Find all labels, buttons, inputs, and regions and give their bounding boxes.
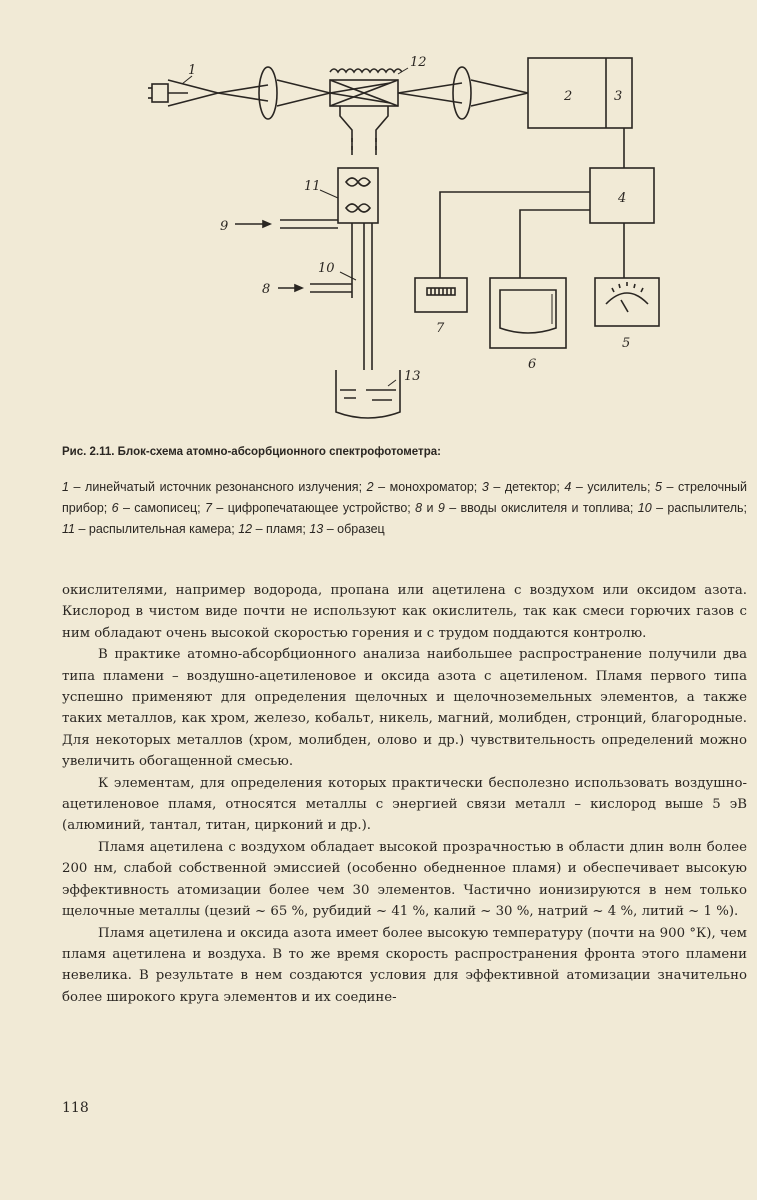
label-2: 2 [564, 89, 573, 104]
spray-chamber [338, 168, 378, 223]
label-9: 9 [220, 219, 229, 234]
lens-1 [259, 67, 277, 119]
block-diagram-figure [140, 50, 740, 430]
oxidant-arrowhead [263, 221, 270, 227]
nebulizer-tube [352, 223, 372, 370]
label-3: 3 [614, 89, 623, 104]
legend-num: 6 [111, 501, 119, 515]
beam-4 [471, 80, 528, 106]
sample-beaker [336, 370, 400, 418]
legend-num: 2 [366, 480, 374, 494]
legend-text: – линейчатый источник резонансного излучения; [68, 480, 367, 494]
lens-2 [453, 67, 471, 119]
figure-legend [62, 477, 747, 540]
fuel-inlet-pipe [310, 284, 352, 292]
legend-text: – самописец; [118, 501, 206, 515]
legend-num: 12 [238, 522, 253, 536]
legend-text: – распылитель; [651, 501, 747, 515]
pointer-meter [595, 278, 659, 326]
legend-text: – усилитель; [571, 480, 655, 494]
label-5: 5 [622, 336, 631, 351]
flame-burner [330, 69, 402, 155]
lamp-source [148, 80, 218, 106]
label-4: 4 [618, 191, 627, 206]
paragraph: окислителями, например водорода, пропана или ацетилена с воздухом или оксидом азота. Кислород в чистом виде почти не используют как окислитель, так как смеси горючих газов с ним обладают очень высокой скоростью горения и с трудом поддаются контролю. [62, 583, 747, 641]
legend-text: – детектор; [488, 480, 565, 494]
wire-to-printer [440, 192, 590, 278]
legend-text: – стрелочный прибор; [62, 480, 747, 515]
page-number: 118 [62, 1100, 89, 1116]
label-8: 8 [262, 282, 271, 297]
label-11: 11 [304, 179, 321, 194]
oxidant-inlet-pipe [280, 220, 338, 228]
paragraph: Пламя ацетилена с воздухом обладает высокой прозрачностью в области длин волн более 200 нм, слабой собственной эмиссией (особенно обедненное пламя) и обеспечивает высокую эффективность атомизации более чем 30 элементов. Частично ионизируются в нем только щелочные металлы (цезий ~ 65 %, рубидий ~ 41 %, калий ~ 30 %, натрий ~ 4 %, литий ~ 1 %). [62, 839, 747, 920]
label-1: 1 [188, 63, 197, 78]
legend-num: 9 [437, 501, 445, 515]
legend-num: 11 [62, 522, 75, 536]
legend-num: 5 [655, 480, 662, 494]
paragraph: Пламя ацетилена и оксида азота имеет более высокую температуру (почти на 900 °К), чем пламя ацетилена и воздуха. В то же время скорость распространения фронта этого пламени невелика. В результате в нем создаются условия для эффективной атомизации значительно более широкого круга элементов и их соедине- [62, 925, 747, 1005]
label-12: 12 [410, 55, 427, 70]
label-10: 10 [318, 261, 335, 276]
legend-num: 13 [309, 522, 324, 536]
label-6: 6 [528, 357, 537, 372]
wire-to-recorder [520, 210, 590, 278]
legend-num: 1 [62, 480, 69, 494]
body-text [62, 580, 747, 1008]
legend-text: – монохроматор; [373, 480, 482, 494]
legend-text: и [422, 501, 438, 515]
figure-caption-title: Рис. 2.11. Блок-схема атомно-абсорбционного спектрофотометра: [62, 446, 441, 458]
legend-num: 3 [481, 480, 489, 494]
legend-num: 4 [564, 480, 572, 494]
legend-text: – образец [323, 522, 385, 536]
label-7: 7 [436, 321, 445, 336]
spectrophotometer-diagram [140, 50, 740, 430]
beam-2 [277, 80, 390, 106]
label-13: 13 [404, 369, 421, 384]
legend-num: 7 [205, 501, 212, 515]
legend-num: 8 [415, 501, 423, 515]
legend-text: – цифропечатающее устройство; [211, 501, 416, 515]
legend-text: – вводы окислителя и топлива; [444, 501, 638, 515]
legend-text: – пламя; [252, 522, 310, 536]
fuel-arrowhead [295, 285, 302, 291]
legend-text: – распылительная камера; [74, 522, 239, 536]
chart-recorder [490, 278, 566, 348]
paragraph: В практике атомно-абсорбционного анализа наибольшее распространение получили два типа пламени – воздушно-ацетиленовое и оксида азота с ацетиленом. Пламя первого типа успешно применяют для определения щелочных и щелочноземельных элементов, а также таких металлов, как хром, железо, кобальт, никель, магний, молибден, стронций, благородные. Для некоторых металлов (хром, молибден, олово и др.) чувствительность определений можно увеличить обогащенной смесью. [62, 647, 747, 770]
legend-num: 10 [637, 501, 652, 515]
paragraph: К элементам, для определения которых практически бесполезно использовать воздушно-ацетиленовое пламя, относятся металлы с энергией связи металл – кислород выше 5 эВ (алюминий, тантал, титан, цирконий и др.). [62, 775, 747, 834]
digital-printer [415, 278, 467, 312]
beam-1 [218, 85, 268, 101]
